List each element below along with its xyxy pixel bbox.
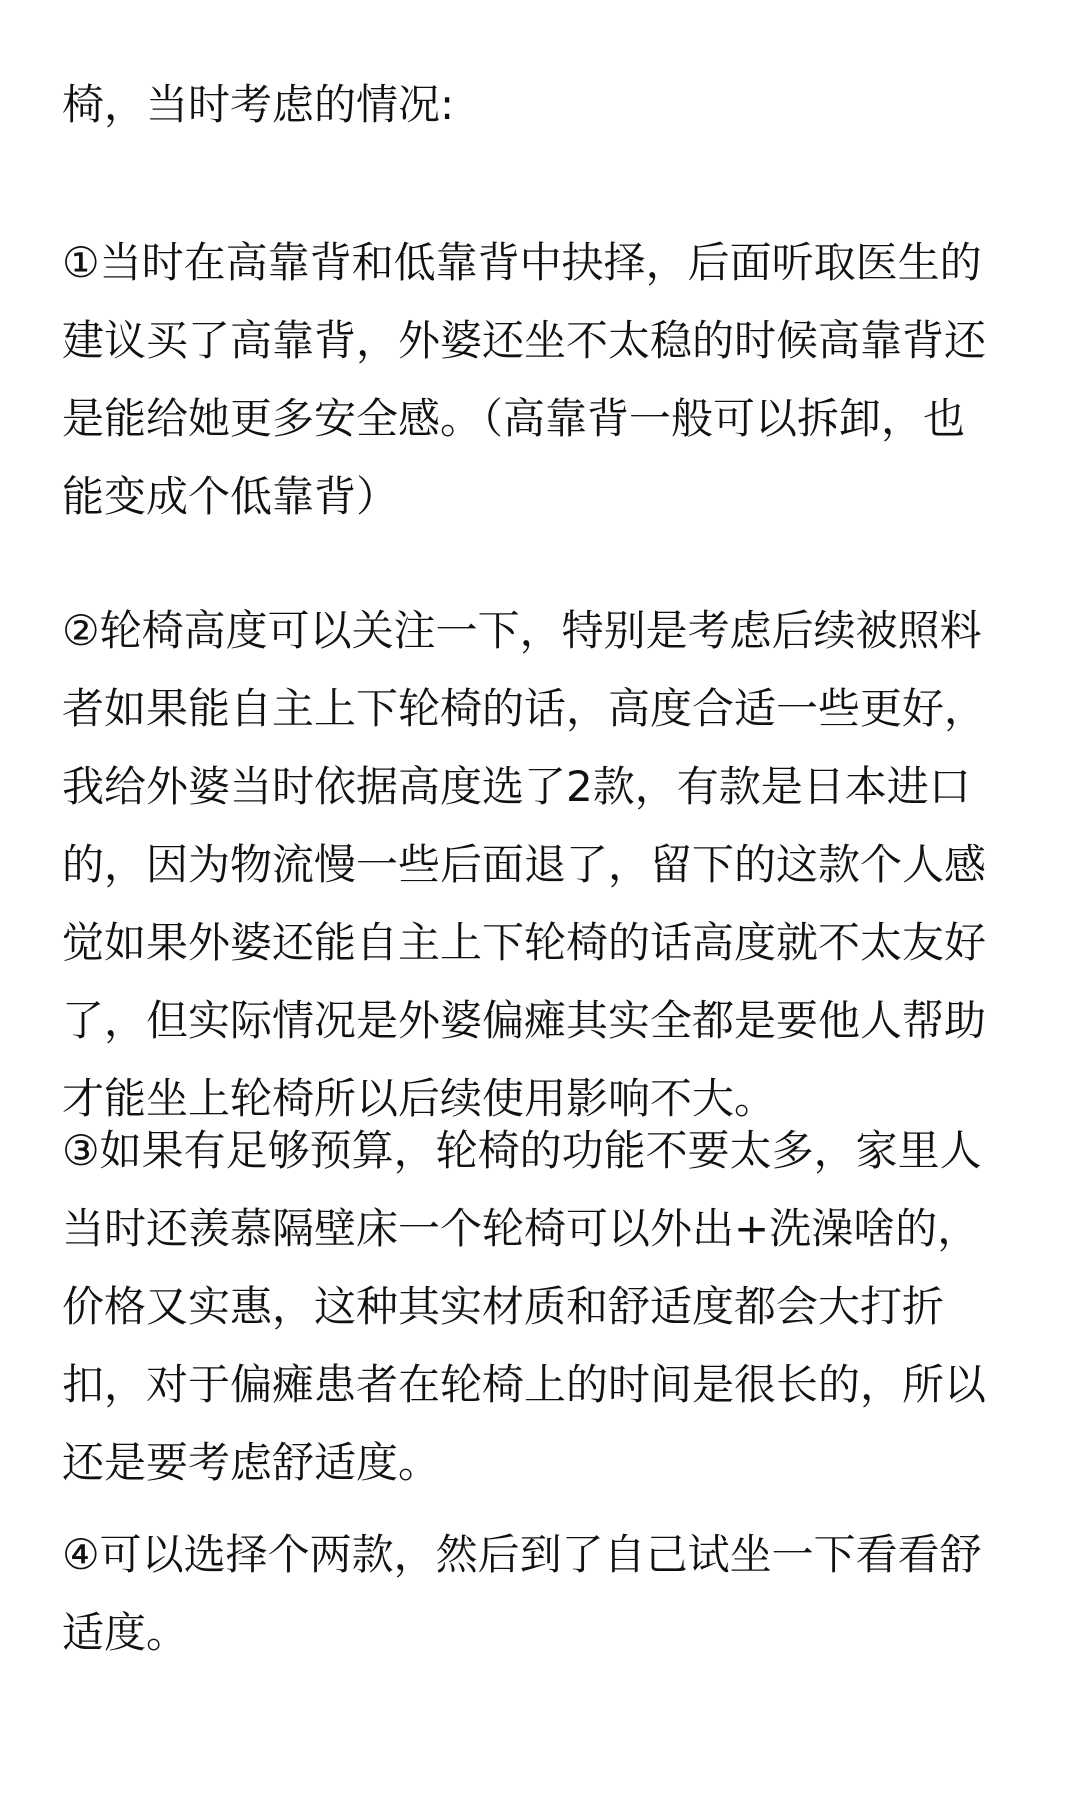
text-line: 扣，对于偏瘫患者在轮椅上的时间是很长的，所以 xyxy=(62,1360,987,1409)
point-4-paragraph xyxy=(62,1516,1032,1672)
text-line: 当时还羡慕隔壁床一个轮椅可以外出+洗澡啥的， xyxy=(62,1204,980,1253)
point-3-paragraph xyxy=(62,1112,1032,1502)
text-line: 椅，当时考虑的情况: xyxy=(62,80,455,129)
text-line: 是能给她更多安全感。（高靠背一般可以拆卸，也 xyxy=(62,394,966,443)
text-line: 适度。 xyxy=(62,1608,189,1657)
text-line: 了，但实际情况是外婆偏瘫其实全都是要他人帮助 xyxy=(62,996,987,1045)
text-line: ②轮椅高度可以关注一下，特别是考虑后续被照料 xyxy=(62,606,982,655)
intro-paragraph xyxy=(62,66,1032,144)
text-line: 价格又实惠，这种其实材质和舒适度都会大打折 xyxy=(62,1282,945,1331)
text-line: 才能坐上轮椅所以后续使用影响不大。 xyxy=(62,1074,777,1123)
text-line: ③如果有足够预算，轮椅的功能不要太多，家里人 xyxy=(62,1126,982,1175)
point-1-paragraph xyxy=(62,224,1032,536)
point-2-paragraph xyxy=(62,592,1032,1138)
text-line: 我给外婆当时依据高度选了2款，有款是日本进口 xyxy=(62,762,971,811)
text-line: ④可以选择个两款，然后到了自己试坐一下看看舒 xyxy=(62,1530,982,1579)
text-line: 者如果能自主上下轮椅的话，高度合适一些更好， xyxy=(62,684,987,733)
text-line: 建议买了高靠背，外婆还坐不太稳的时候高靠背还 xyxy=(62,316,987,365)
text-line: 还是要考虑舒适度。 xyxy=(62,1438,441,1487)
text-line: 觉如果外婆还能自主上下轮椅的话高度就不太友好 xyxy=(62,918,987,967)
text-line: 的，因为物流慢一些后面退了，留下的这款个人感 xyxy=(62,840,987,889)
text-line: ①当时在高靠背和低靠背中抉择，后面听取医生的 xyxy=(62,238,982,287)
text-line: 能变成个低靠背） xyxy=(62,472,399,521)
